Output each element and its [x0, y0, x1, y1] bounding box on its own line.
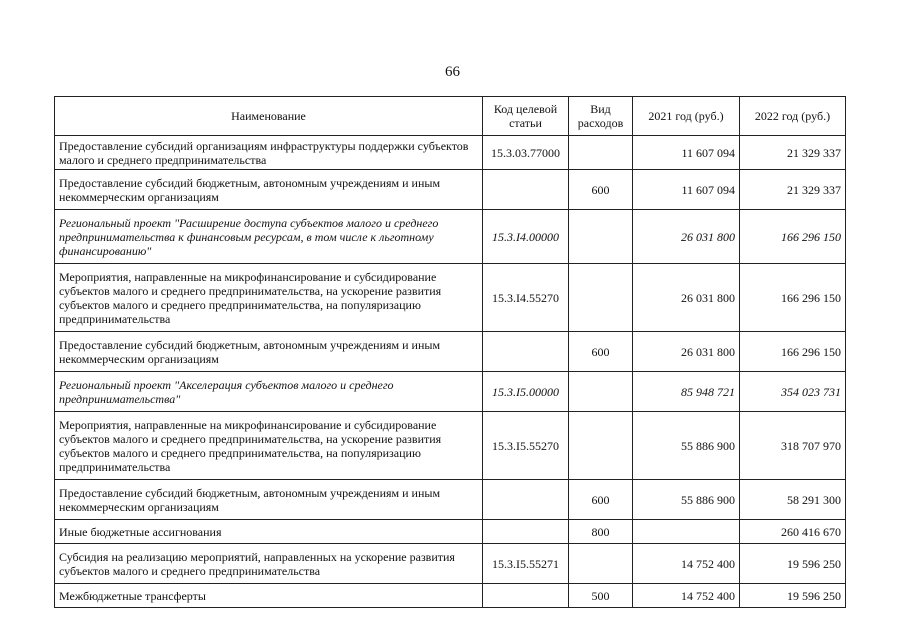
row-code: [483, 584, 569, 608]
header-kind: Вид расходов: [569, 97, 633, 136]
row-2021: 55 886 900: [633, 480, 740, 520]
table-row: [55, 584, 846, 608]
table-header-row: [55, 97, 846, 136]
row-2022: 19 596 250: [740, 584, 846, 608]
row-name: Предоставление субсидий бюджетным, автономным учреждениям и иным некоммерческим организациям: [55, 170, 483, 210]
row-2022: 21 329 337: [740, 170, 846, 210]
row-2021: 85 948 721: [633, 372, 740, 412]
row-2022: 260 416 670: [740, 520, 846, 544]
row-2021: 55 886 900: [633, 412, 740, 480]
row-2022: 318 707 970: [740, 412, 846, 480]
table-row: [55, 170, 846, 210]
row-2021: 11 607 094: [633, 136, 740, 170]
header-name: Наименование: [55, 97, 483, 136]
row-name: Предоставление субсидий бюджетным, автономным учреждениям и иным некоммерческим организациям: [55, 332, 483, 372]
row-2021: 26 031 800: [633, 332, 740, 372]
row-2021: 14 752 400: [633, 584, 740, 608]
table-row: [55, 136, 846, 170]
row-2021: 26 031 800: [633, 264, 740, 332]
table-row: [55, 210, 846, 264]
row-name: Мероприятия, направленные на микрофинансирование и субсидирование субъектов малого и среднего предпринимательства, на ускорение развития субъектов малого и среднего предпринимательства, на популяризацию предпринимательства: [55, 412, 483, 480]
row-code: 15.3.I4.55270: [483, 264, 569, 332]
row-kind: [569, 372, 633, 412]
row-2021: 26 031 800: [633, 210, 740, 264]
table-row: [55, 544, 846, 584]
row-name: Мероприятия, направленные на микрофинансирование и субсидирование субъектов малого и среднего предпринимательства, на ускорение развития субъектов малого и среднего предпринимательства, на популяризацию предпринимательства: [55, 264, 483, 332]
row-code: 15.3.03.77000: [483, 136, 569, 170]
row-2021: 11 607 094: [633, 170, 740, 210]
table-row: [55, 412, 846, 480]
header-code: Код целевой статьи: [483, 97, 569, 136]
table-row: [55, 480, 846, 520]
row-2022: 354 023 731: [740, 372, 846, 412]
table-row: [55, 372, 846, 412]
row-code: 15.3.I5.55270: [483, 412, 569, 480]
row-name: Иные бюджетные ассигнования: [55, 520, 483, 544]
row-name: Региональный проект "Акселерация субъектов малого и среднего предпринимательства": [55, 372, 483, 412]
row-2022: 166 296 150: [740, 210, 846, 264]
row-kind: [569, 264, 633, 332]
row-2022: 166 296 150: [740, 332, 846, 372]
row-2022: 58 291 300: [740, 480, 846, 520]
row-name: Предоставление субсидий бюджетным, автономным учреждениям и иным некоммерческим организациям: [55, 480, 483, 520]
row-kind: [569, 544, 633, 584]
table-row: [55, 264, 846, 332]
table-row: [55, 520, 846, 544]
row-kind: [569, 136, 633, 170]
row-code: [483, 520, 569, 544]
budget-table: [54, 96, 846, 608]
header-2022: 2022 год (руб.): [740, 97, 846, 136]
row-kind: 800: [569, 520, 633, 544]
row-code: [483, 332, 569, 372]
row-name: Межбюджетные трансферты: [55, 584, 483, 608]
page-number: 66: [445, 64, 460, 80]
row-kind: [569, 412, 633, 480]
row-kind: [569, 210, 633, 264]
row-kind: 500: [569, 584, 633, 608]
row-2022: 21 329 337: [740, 136, 846, 170]
row-code: [483, 480, 569, 520]
row-kind: 600: [569, 480, 633, 520]
row-2022: 166 296 150: [740, 264, 846, 332]
row-2022: 19 596 250: [740, 544, 846, 584]
row-2021: 14 752 400: [633, 544, 740, 584]
row-2021: [633, 520, 740, 544]
row-name: Субсидия на реализацию мероприятий, направленных на ускорение развития субъектов малого и среднего предпринимательства: [55, 544, 483, 584]
row-code: [483, 170, 569, 210]
row-code: 15.3.I5.00000: [483, 372, 569, 412]
header-2021: 2021 год (руб.): [633, 97, 740, 136]
row-code: 15.3.I4.00000: [483, 210, 569, 264]
table-row: [55, 332, 846, 372]
row-name: Предоставление субсидий организациям инфраструктуры поддержки субъектов малого и среднего предпринимательства: [55, 136, 483, 170]
row-code: 15.3.I5.55271: [483, 544, 569, 584]
row-kind: 600: [569, 332, 633, 372]
row-name: Региональный проект "Расширение доступа субъектов малого и среднего предпринимательства к финансовым ресурсам, в том числе к льготному финансированию": [55, 210, 483, 264]
row-kind: 600: [569, 170, 633, 210]
